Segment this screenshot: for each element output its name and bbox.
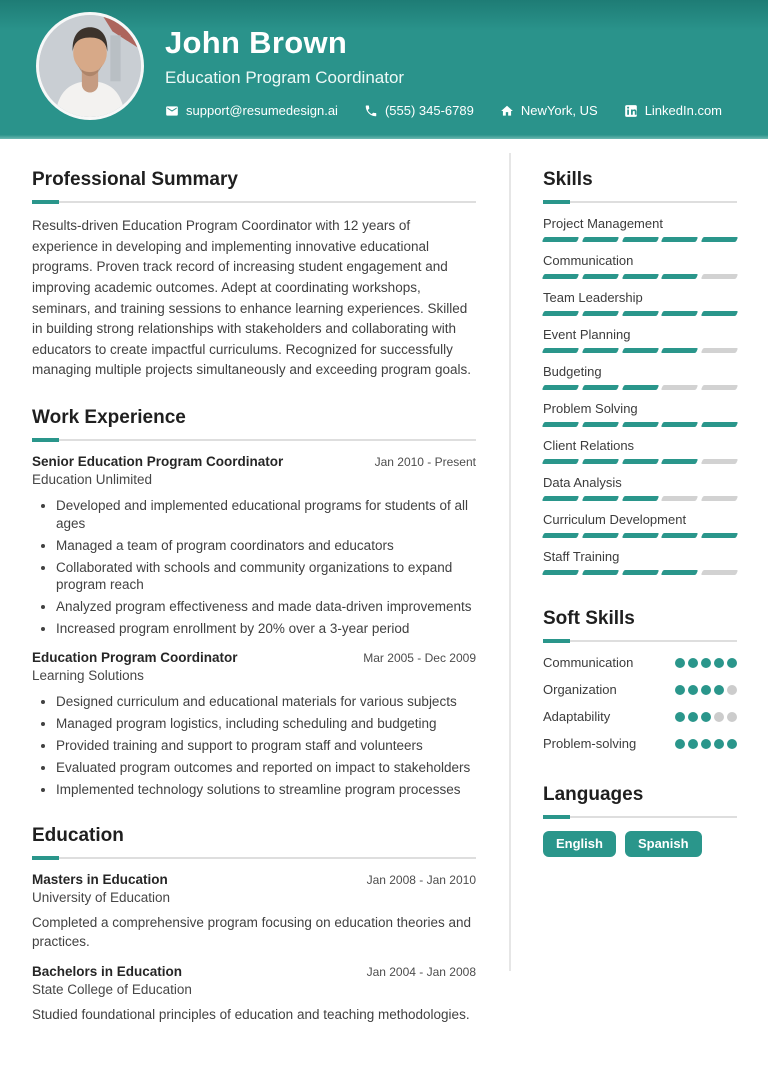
- soft-skill-name: Organization: [543, 682, 617, 697]
- skill-segment-filled: [661, 533, 698, 538]
- skill-segment-filled: [542, 311, 579, 316]
- degree-title: Bachelors in Education: [32, 964, 183, 980]
- soft-skill-name: Communication: [543, 655, 634, 670]
- skill-segment-filled: [621, 459, 658, 464]
- skill-name: Curriculum Development: [543, 512, 687, 527]
- section-rule: [543, 640, 737, 642]
- skill-segment-filled: [542, 459, 579, 464]
- level-dot-filled: [675, 685, 685, 695]
- skill-segment-filled: [542, 348, 579, 353]
- skill-level-bar: [543, 348, 737, 353]
- soft-skill-item: [543, 682, 737, 697]
- level-dot-empty: [714, 712, 724, 722]
- skill-segment-filled: [661, 311, 698, 316]
- level-dot-filled: [688, 685, 698, 695]
- section-rule: [32, 201, 476, 203]
- skill-segment-filled: [701, 422, 738, 427]
- skill-segment-filled: [621, 533, 658, 538]
- skill-item: [543, 327, 737, 353]
- soft-skill-level-dots: [675, 739, 737, 749]
- contact-row: [165, 103, 722, 118]
- job-title: Education Program Coordinator: [32, 649, 238, 665]
- skill-item: [543, 475, 737, 501]
- skill-segment-empty: [701, 496, 738, 501]
- degree-description: Studied foundational principles of education and teaching methodologies.: [32, 1007, 470, 1023]
- skill-segment-filled: [582, 570, 619, 575]
- skill-segment-filled: [661, 422, 698, 427]
- soft-skill-item: [543, 736, 737, 751]
- level-dot-filled: [701, 685, 711, 695]
- degree-dates: Jan 2008 - Jan 2010: [366, 872, 476, 887]
- skill-segment-filled: [621, 570, 658, 575]
- soft-skill-name: Adaptability: [543, 709, 611, 724]
- skill-segment-filled: [582, 348, 619, 353]
- skill-segment-filled: [661, 570, 698, 575]
- skill-level-bar: [543, 422, 737, 427]
- degree-dates: Jan 2004 - Jan 2008: [366, 965, 476, 980]
- soft-skills-heading: Soft Skills: [543, 608, 635, 629]
- skill-segment-filled: [582, 422, 619, 427]
- skill-segment-filled: [661, 274, 698, 279]
- summary-section: [32, 169, 476, 381]
- skill-segment-filled: [582, 385, 619, 390]
- soft-skill-level-dots: [675, 658, 737, 668]
- degree-description: Completed a comprehensive program focusing on education theories and practices.: [32, 914, 472, 949]
- skill-name: Budgeting: [543, 364, 602, 379]
- skill-level-bar: [543, 385, 737, 390]
- skill-segment-filled: [582, 237, 619, 242]
- skill-segment-filled: [621, 237, 658, 242]
- job-bullet: • Managed program logistics, including scheduling and budgeting: [56, 715, 476, 733]
- skills-section: [543, 169, 737, 575]
- language-pill: Spanish: [625, 831, 702, 857]
- skill-name: Staff Training: [543, 549, 620, 564]
- level-dot-filled: [714, 739, 724, 749]
- level-dot-filled: [675, 739, 685, 749]
- phone-icon: [364, 104, 378, 118]
- soft-skill-level-dots: [675, 712, 737, 722]
- resume-header: [0, 0, 768, 139]
- skill-item: [543, 512, 737, 538]
- contact-email-text: support@resumedesign.ai: [186, 103, 338, 118]
- skill-item: [543, 438, 737, 464]
- skill-segment-filled: [582, 311, 619, 316]
- profile-photo: [36, 12, 144, 120]
- contact-phone-text: (555) 345-6789: [384, 103, 474, 118]
- level-dot-filled: [675, 712, 685, 722]
- job-list: [32, 454, 476, 799]
- job-bullet: • Evaluated program outcomes and reported on impact to stakeholders: [56, 759, 476, 777]
- skill-segment-filled: [582, 496, 619, 501]
- job-bullet: • Provided training and support to program staff and volunteers: [56, 737, 476, 755]
- skill-segment-filled: [621, 274, 658, 279]
- job-bullet-list: [32, 693, 476, 799]
- soft-skills-section: [543, 608, 737, 751]
- skill-list: [543, 216, 737, 575]
- column-divider: [509, 153, 511, 971]
- skill-segment-filled: [621, 311, 658, 316]
- skill-name: Communication: [543, 253, 634, 268]
- contact-linkedin-text: LinkedIn.com: [644, 103, 723, 118]
- skill-segment-filled: [542, 274, 579, 279]
- contact-phone[interactable]: [364, 103, 474, 118]
- job-bullet: • Managed a team of program coordinators and educators: [56, 537, 476, 555]
- skill-segment-empty: [701, 385, 738, 390]
- summary-text: Results-driven Education Program Coordinator with 12 years of experience in developing and implementing innovative educational programs. Proven track record of increasing student engagement and improving academic outcomes. Adept at coordinating workshops, seminars, and training sessions to enhance learning experiences. Skilled in building strong relationships with stakeholders and collaborating with educators to create impactful curriculums. Recognized for successfully managing multiple projects simultaneously and exceeding program goals.: [32, 218, 471, 378]
- languages-heading: Languages: [543, 784, 644, 805]
- level-dot-filled: [701, 712, 711, 722]
- languages-section: [543, 784, 737, 857]
- skill-name: Problem Solving: [543, 401, 638, 416]
- job-bullet: • Implemented technology solutions to streamline program processes: [56, 781, 476, 799]
- section-rule: [543, 201, 737, 203]
- job-company: Education Unlimited: [32, 472, 153, 488]
- skill-name: Team Leadership: [543, 290, 643, 305]
- skill-segment-filled: [621, 422, 658, 427]
- level-dot-filled: [727, 658, 737, 668]
- contact-location-text: NewYork, US: [520, 103, 598, 118]
- job-title: Senior Education Program Coordinator: [32, 454, 284, 470]
- level-dot-filled: [688, 739, 698, 749]
- skill-name: Event Planning: [543, 327, 631, 342]
- contact-linkedin[interactable]: [624, 103, 722, 118]
- skill-segment-filled: [661, 348, 698, 353]
- skill-segment-filled: [621, 496, 658, 501]
- skill-segment-empty: [701, 570, 738, 575]
- skill-segment-filled: [701, 311, 738, 316]
- school-name: State College of Education: [32, 982, 192, 998]
- soft-skill-name: Problem-solving: [543, 736, 637, 751]
- skill-segment-filled: [582, 459, 619, 464]
- skill-segment-filled: [542, 422, 579, 427]
- skill-level-bar: [543, 311, 737, 316]
- skill-level-bar: [543, 237, 737, 242]
- right-column: [543, 139, 737, 1051]
- resume-body: [0, 139, 768, 1051]
- skills-heading: Skills: [543, 169, 593, 190]
- skill-item: [543, 549, 737, 575]
- job-dates: Jan 2010 - Present: [374, 455, 476, 470]
- skill-segment-empty: [701, 459, 738, 464]
- work-experience-section: [32, 407, 476, 799]
- soft-skill-list: [543, 655, 737, 751]
- skill-segment-filled: [621, 385, 658, 390]
- language-list: [543, 831, 737, 857]
- skill-segment-filled: [582, 533, 619, 538]
- education-heading: Education: [32, 824, 124, 846]
- skill-level-bar: [543, 496, 737, 501]
- level-dot-empty: [727, 685, 737, 695]
- skill-level-bar: [543, 459, 737, 464]
- skill-item: [543, 401, 737, 427]
- skill-segment-filled: [661, 237, 698, 242]
- skill-segment-filled: [582, 274, 619, 279]
- section-rule: [32, 857, 476, 859]
- soft-skill-item: [543, 709, 737, 724]
- skill-level-bar: [543, 533, 737, 538]
- skill-name: Data Analysis: [543, 475, 622, 490]
- job-bullet: • Collaborated with schools and community organizations to expand program reach: [56, 559, 476, 594]
- skill-segment-filled: [701, 533, 738, 538]
- skill-segment-empty: [701, 348, 738, 353]
- skill-segment-filled: [701, 237, 738, 242]
- linkedin-icon: [624, 104, 638, 118]
- email-icon: [165, 104, 179, 118]
- job-bullet: • Designed curriculum and educational materials for various subjects: [56, 693, 476, 711]
- job-bullet: • Analyzed program effectiveness and made data-driven improvements: [56, 598, 476, 616]
- education-entry: [32, 964, 476, 1025]
- degree-title: Masters in Education: [32, 871, 168, 887]
- level-dot-filled: [688, 658, 698, 668]
- level-dot-filled: [701, 739, 711, 749]
- skill-item: [543, 364, 737, 390]
- level-dot-filled: [688, 712, 698, 722]
- skill-item: [543, 216, 737, 242]
- level-dot-filled: [714, 658, 724, 668]
- skill-segment-filled: [542, 570, 579, 575]
- skill-segment-filled: [621, 348, 658, 353]
- language-pill: English: [543, 831, 616, 857]
- job-bullet: • Developed and implemented educational programs for students of all ages: [56, 497, 476, 532]
- skill-level-bar: [543, 274, 737, 279]
- person-name: John Brown: [165, 25, 348, 60]
- job-bullet: • Increased program enrollment by 20% over a 3-year period: [56, 620, 476, 638]
- skill-segment-filled: [542, 237, 579, 242]
- skill-segment-filled: [542, 533, 579, 538]
- home-icon: [500, 104, 514, 118]
- job-dates: Mar 2005 - Dec 2009: [363, 650, 476, 665]
- skill-name: Client Relations: [543, 438, 635, 453]
- level-dot-empty: [727, 712, 737, 722]
- skill-level-bar: [543, 570, 737, 575]
- school-name: University of Education: [32, 889, 171, 905]
- skill-name: Project Management: [543, 216, 663, 231]
- contact-location[interactable]: [500, 103, 598, 118]
- level-dot-filled: [675, 658, 685, 668]
- level-dot-filled: [727, 739, 737, 749]
- person-title: Education Program Coordinator: [165, 68, 405, 87]
- profile-photo-placeholder: [39, 15, 141, 117]
- section-rule: [32, 439, 476, 441]
- job-bullet-list: [32, 497, 476, 638]
- skill-item: [543, 253, 737, 279]
- left-column: [32, 139, 476, 1051]
- education-list: [32, 872, 476, 1026]
- level-dot-filled: [714, 685, 724, 695]
- skill-segment-empty: [701, 274, 738, 279]
- skill-segment-filled: [542, 496, 579, 501]
- skill-segment-filled: [661, 459, 698, 464]
- skill-segment-empty: [661, 496, 698, 501]
- job-entry: [32, 454, 476, 638]
- skill-segment-empty: [661, 385, 698, 390]
- level-dot-filled: [701, 658, 711, 668]
- education-entry: [32, 872, 476, 952]
- work-heading: Work Experience: [32, 407, 186, 429]
- contact-email[interactable]: [165, 103, 338, 118]
- soft-skill-level-dots: [675, 685, 737, 695]
- soft-skill-item: [543, 655, 737, 670]
- skill-segment-filled: [542, 385, 579, 390]
- job-entry: [32, 650, 476, 799]
- education-section: [32, 825, 476, 1026]
- section-rule: [543, 816, 737, 818]
- skill-item: [543, 290, 737, 316]
- job-company: Learning Solutions: [32, 667, 144, 683]
- summary-heading: Professional Summary: [32, 169, 238, 190]
